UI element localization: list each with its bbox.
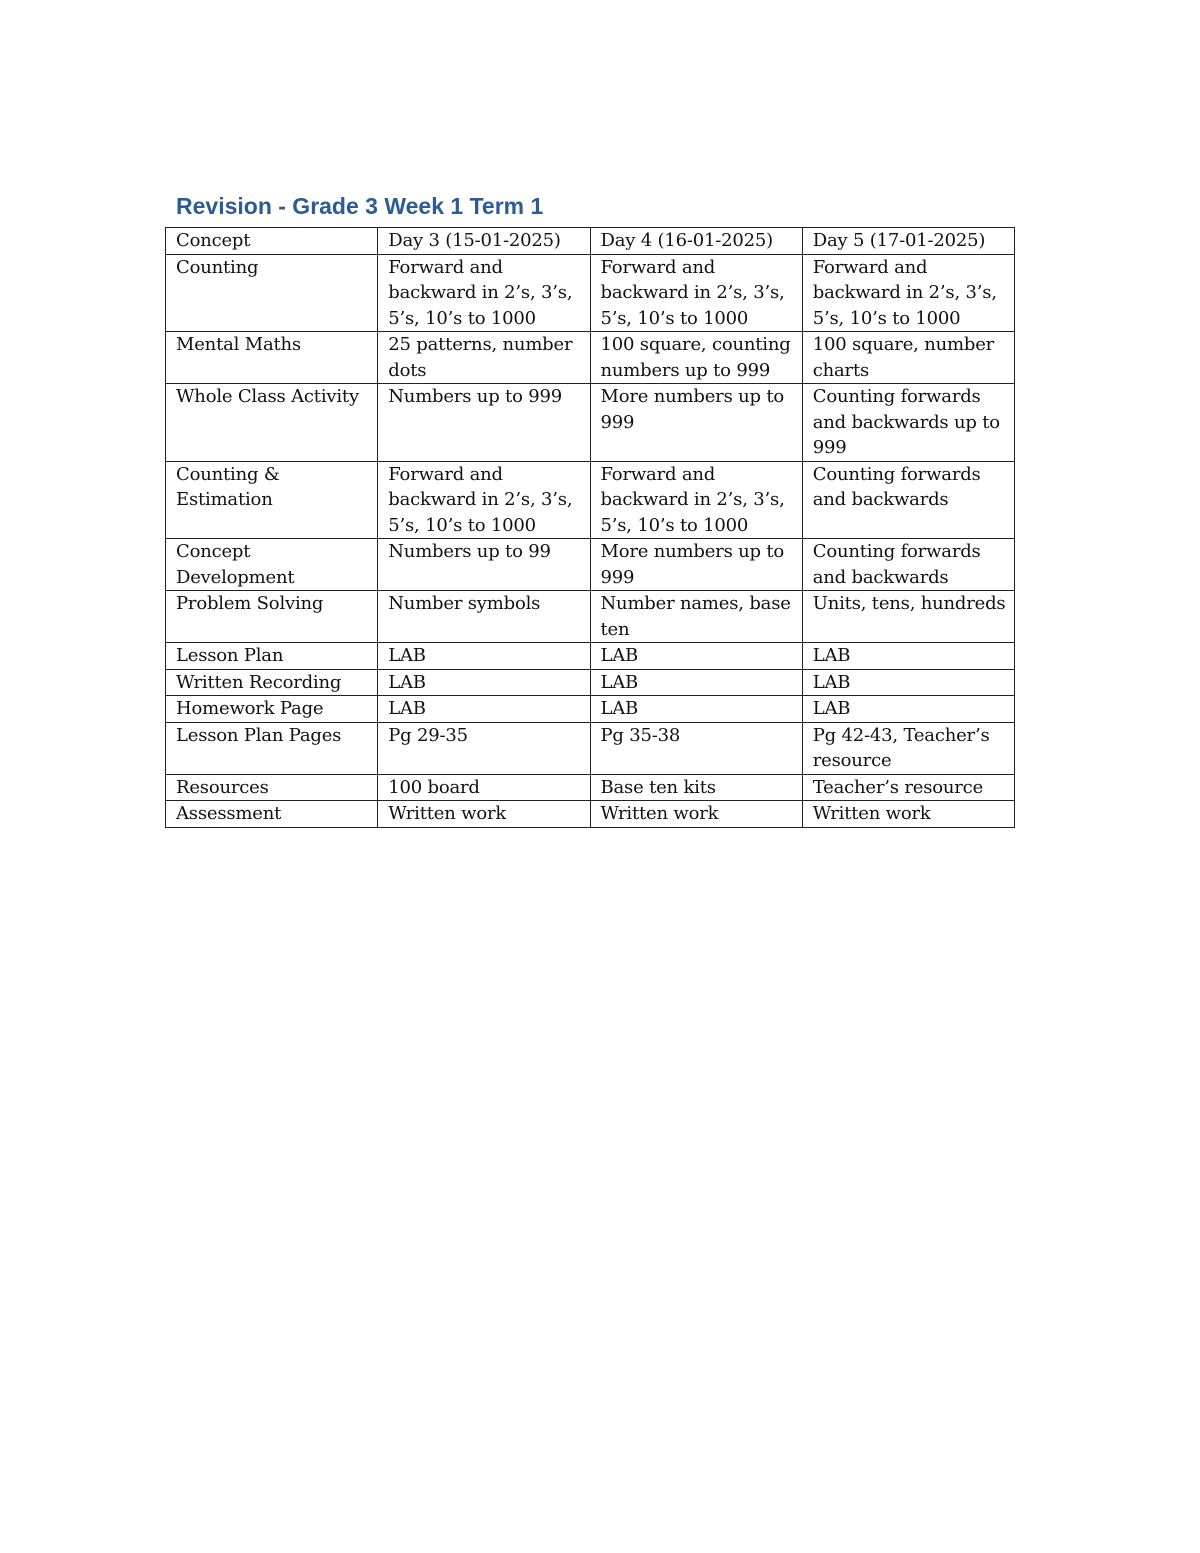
table-cell: Forward and backward in 2’s, 3’s, 5’s, 10’s to 1000 [590,254,802,332]
table-row [166,722,1015,774]
table-cell: 100 board [378,774,590,801]
table-row [166,643,1015,670]
table-cell: Numbers up to 999 [378,384,590,462]
row-label-cell: Problem Solving [166,591,378,643]
row-label-cell: Resources [166,774,378,801]
header-day-3: Day 3 (15-01-2025) [378,228,590,255]
table-row [166,539,1015,591]
table-header-row [166,228,1015,255]
table-cell: Pg 29-35 [378,722,590,774]
table-cell: Written work [378,801,590,828]
table-cell: LAB [378,696,590,723]
table-cell: LAB [590,696,802,723]
table-row [166,801,1015,828]
table-cell: Numbers up to 99 [378,539,590,591]
table-row [166,332,1015,384]
table-cell: LAB [802,696,1014,723]
table-cell: Counting forwards and backwards [802,461,1014,539]
row-label-cell: Assessment [166,801,378,828]
table-cell: LAB [802,643,1014,670]
table-cell: Forward and backward in 2’s, 3’s, 5’s, 10’s to 1000 [378,254,590,332]
header-day-5: Day 5 (17-01-2025) [802,228,1014,255]
table-cell: LAB [590,643,802,670]
table-cell: Counting forwards and backwards [802,539,1014,591]
table-row [166,254,1015,332]
table-cell: Base ten kits [590,774,802,801]
table-cell: More numbers up to 999 [590,539,802,591]
lesson-plan-table [165,227,1015,828]
table-row [166,696,1015,723]
table-cell: 100 square, number charts [802,332,1014,384]
table-body [166,254,1015,827]
row-label-cell: Concept Development [166,539,378,591]
table-cell: 25 patterns, number dots [378,332,590,384]
table-cell: Pg 35-38 [590,722,802,774]
table-row [166,774,1015,801]
table-cell: 100 square, counting numbers up to 999 [590,332,802,384]
table-cell: Forward and backward in 2’s, 3’s, 5’s, 10’s to 1000 [378,461,590,539]
table-cell: Teacher’s resource [802,774,1014,801]
table-cell: LAB [590,669,802,696]
row-label-cell: Mental Maths [166,332,378,384]
row-label-cell: Written Recording [166,669,378,696]
row-label-cell: Homework Page [166,696,378,723]
table-cell: Units, tens, hundreds [802,591,1014,643]
document-title: Revision - Grade 3 Week 1 Term 1 [176,193,544,219]
table-cell: Forward and backward in 2’s, 3’s, 5’s, 10’s to 1000 [802,254,1014,332]
table-cell: LAB [378,643,590,670]
table-cell: LAB [378,669,590,696]
header-concept: Concept [166,228,378,255]
table-cell: Forward and backward in 2’s, 3’s, 5’s, 10’s to 1000 [590,461,802,539]
table-cell: Number symbols [378,591,590,643]
row-label-cell: Whole Class Activity [166,384,378,462]
table-row [166,384,1015,462]
header-day-4: Day 4 (16-01-2025) [590,228,802,255]
table-cell: Written work [802,801,1014,828]
row-label-cell: Counting & Estimation [166,461,378,539]
row-label-cell: Lesson Plan [166,643,378,670]
row-label-cell: Counting [166,254,378,332]
table-row [166,591,1015,643]
table-row [166,669,1015,696]
table-row [166,461,1015,539]
table-cell: More numbers up to 999 [590,384,802,462]
table-cell: Number names, base ten [590,591,802,643]
table-cell: LAB [802,669,1014,696]
table-cell: Pg 42-43, Teacher’s resource [802,722,1014,774]
table-cell: Counting forwards and backwards up to 999 [802,384,1014,462]
table-cell: Written work [590,801,802,828]
row-label-cell: Lesson Plan Pages [166,722,378,774]
